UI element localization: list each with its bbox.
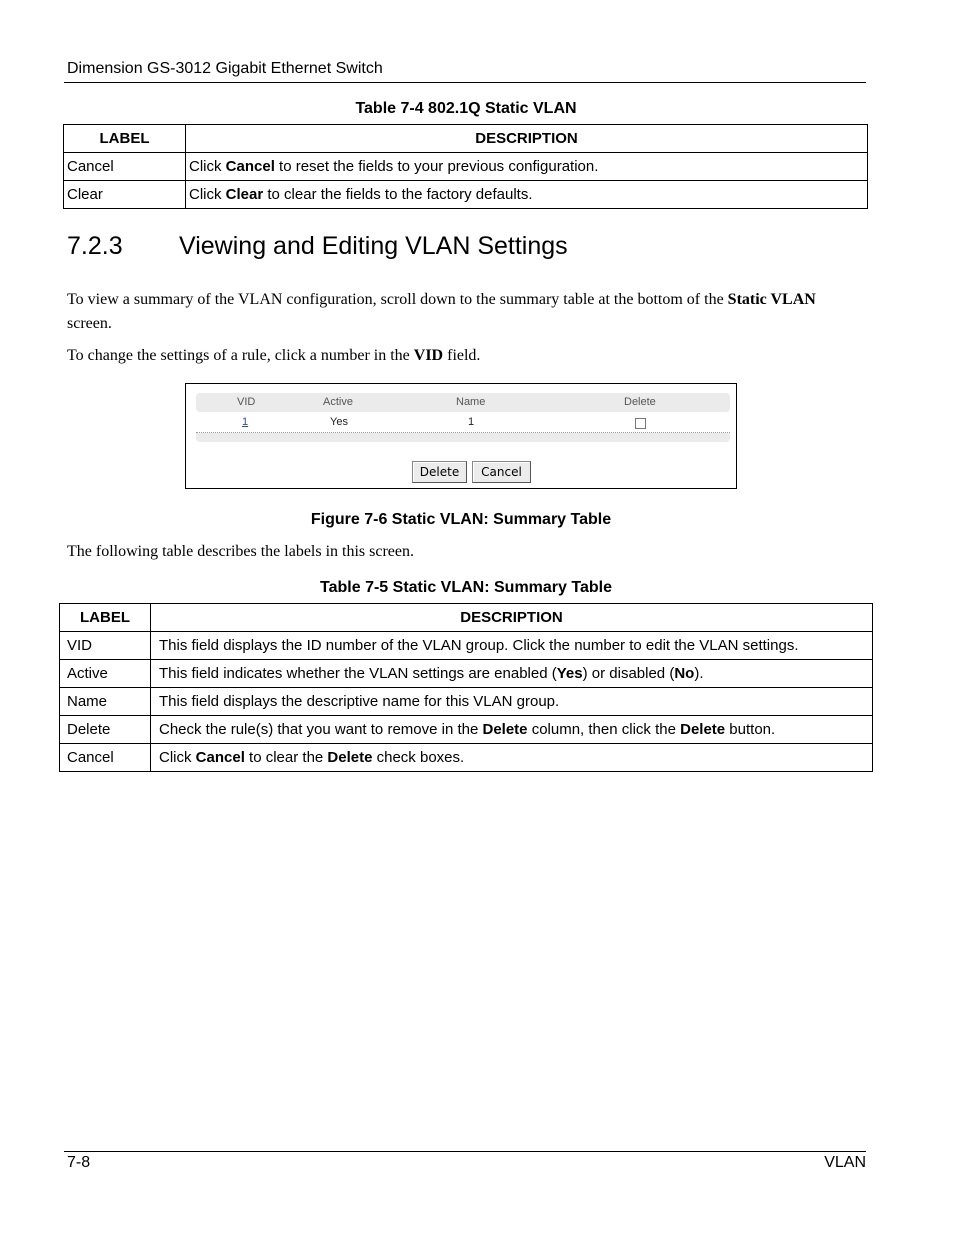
row-description: Check the rule(s) that you want to remove in the Delete column, then click the Delete button. xyxy=(151,716,873,744)
delete-button[interactable]: Delete xyxy=(412,461,467,483)
col-delete: Delete xyxy=(624,396,656,408)
row-description: This field indicates whether the VLAN settings are enabled (Yes) or disabled (No). xyxy=(151,660,873,688)
row-label: VID xyxy=(60,632,151,660)
table-7-4 xyxy=(63,124,868,209)
section-title: Viewing and Editing VLAN Settings xyxy=(179,232,568,260)
table-row xyxy=(60,744,873,772)
header-rule xyxy=(64,82,866,83)
row-label: Cancel xyxy=(60,744,151,772)
row-label: Clear xyxy=(64,181,186,209)
table-row xyxy=(60,716,873,744)
row-description: This field displays the ID number of the VLAN group. Click the number to edit the VLAN settings. xyxy=(151,632,873,660)
column-header-label: LABEL xyxy=(60,604,151,632)
paragraph-change-settings: To change the settings of a rule, click a number in the VID field. xyxy=(67,347,481,364)
paragraph-following-table: The following table describes the labels in this screen. xyxy=(67,543,415,560)
col-active: Active xyxy=(323,396,353,408)
cancel-button[interactable]: Cancel xyxy=(472,461,531,483)
summary-table-header xyxy=(196,393,730,412)
column-header-label: LABEL xyxy=(64,125,186,153)
table-row xyxy=(60,632,873,660)
table-header-row xyxy=(60,604,873,632)
figure-screenshot xyxy=(185,383,737,489)
row-description: Click Cancel to clear the Delete check boxes. xyxy=(151,744,873,772)
active-value: Yes xyxy=(330,416,348,428)
column-header-description: DESCRIPTION xyxy=(151,604,873,632)
row-description: This field displays the descriptive name for this VLAN group. xyxy=(151,688,873,716)
table-7-4-caption: Table 7-4 802.1Q Static VLAN xyxy=(355,100,577,117)
paragraph-summary: To view a summary of the VLAN configuration, scroll down to the summary table at the bottom of the Static VLAN screen. xyxy=(67,291,816,332)
name-value: 1 xyxy=(468,416,475,428)
row-label: Active xyxy=(60,660,151,688)
footer-rule xyxy=(64,1151,866,1152)
table-7-5 xyxy=(59,603,873,772)
col-name: Name xyxy=(456,396,486,408)
table-7-5-caption: Table 7-5 Static VLAN: Summary Table xyxy=(320,579,612,596)
chapter-name: VLAN xyxy=(824,1154,866,1171)
row-description: Click Clear to clear the fields to the factory defaults. xyxy=(186,181,868,209)
table-header-row xyxy=(64,125,868,153)
row-label: Cancel xyxy=(64,153,186,181)
running-header: Dimension GS-3012 Gigabit Ethernet Switch xyxy=(67,60,383,77)
table-row xyxy=(60,688,873,716)
vid-link[interactable]: 1 xyxy=(242,416,249,428)
column-header-description: DESCRIPTION xyxy=(186,125,868,153)
col-vid: VID xyxy=(237,396,256,408)
row-label: Delete xyxy=(60,716,151,744)
row-label: Name xyxy=(60,688,151,716)
table-row xyxy=(60,660,873,688)
section-heading xyxy=(67,232,568,261)
table-row xyxy=(64,153,868,181)
row-description: Click Cancel to reset the fields to your previous configuration. xyxy=(186,153,868,181)
delete-checkbox[interactable] xyxy=(635,418,646,429)
section-number: 7.2.3 xyxy=(67,232,123,260)
table-row xyxy=(64,181,868,209)
figure-7-6-caption: Figure 7-6 Static VLAN: Summary Table xyxy=(310,511,612,528)
summary-table-row xyxy=(196,414,730,433)
page-number: 7-8 xyxy=(67,1154,91,1171)
summary-table-footer xyxy=(196,433,730,442)
